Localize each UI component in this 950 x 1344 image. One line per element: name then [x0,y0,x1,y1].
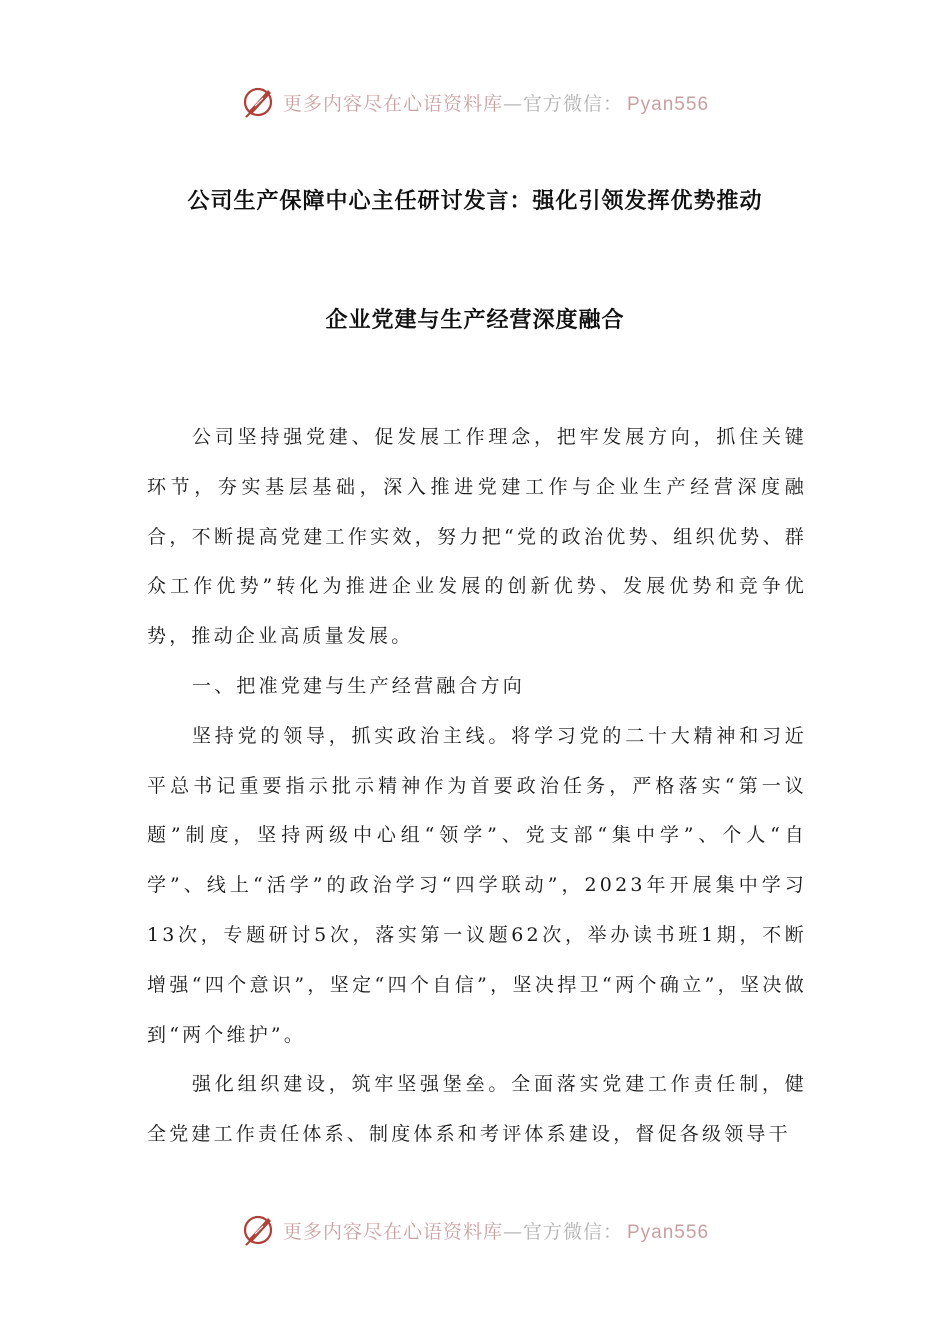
paragraph-intro: 公司坚持强党建、促发展工作理念，把牢发展方向，抓住关键环节，夯实基层基础，深入推进党建工作与企业生产经营深度融合，不断提高党建工作实效，努力把“党的政治优势、组织优势、群众工作优势”转化为推进企业发展的创新优势、发展优势和竞争优势，推动企业高质量发展。 [147,426,807,648]
document-title-line-2: 企业党建与生产经营深度融合 [325,308,625,333]
watermark-site-name: 更多内容尽在心语资料库 [282,92,503,115]
watermark-dash: — [502,92,523,115]
header-watermark [0,82,950,122]
document-title-line-1: 公司生产保障中心主任研讨发言：强化引领发挥优势推动 [187,189,763,214]
watermark-site-name: 更多内容尽在心语资料库 [282,1220,503,1243]
watermark-official-label: 官方微信： [522,92,623,115]
watermark-text [283,1217,709,1244]
watermark-wechat-id: Pyan556 [627,93,710,115]
quill-pen-logo-icon [241,1212,277,1248]
watermark-dash: — [502,1220,523,1243]
paragraph-organization-building: 强化组织建设，筑牢坚强堡垒。全面落实党建工作责任制，健全党建工作责任体系、制度体系和考评体系建设，督促各级领导干 [147,1073,807,1146]
watermark-official-label: 官方微信： [522,1220,623,1243]
section-heading-1: 一、把准党建与生产经营融合方向 [192,674,526,697]
paragraph-political-leadership: 坚持党的领导，抓实政治主线。将学习党的二十大精神和习近平总书记重要指示批示精神作为首要政治任务，严格落实“第一议题”制度，坚持两级中心组“领学”、党支部“集中学”、个人“自学”、线上“活学”的政治学习“四学联动”，2023年开展集中学习13次，专题研讨5次，落实第一议题62次，举办读书班1期，不断增强“四个意识”，坚定“四个自信”，坚决捍卫“两个确立”，坚决做到“两个维护”。 [147,724,807,1046]
watermark-wechat-id: Pyan556 [627,1221,710,1243]
quill-pen-logo-icon [241,84,277,120]
document-body [147,413,807,1160]
footer-watermark [0,1210,950,1250]
watermark-text [283,89,709,116]
